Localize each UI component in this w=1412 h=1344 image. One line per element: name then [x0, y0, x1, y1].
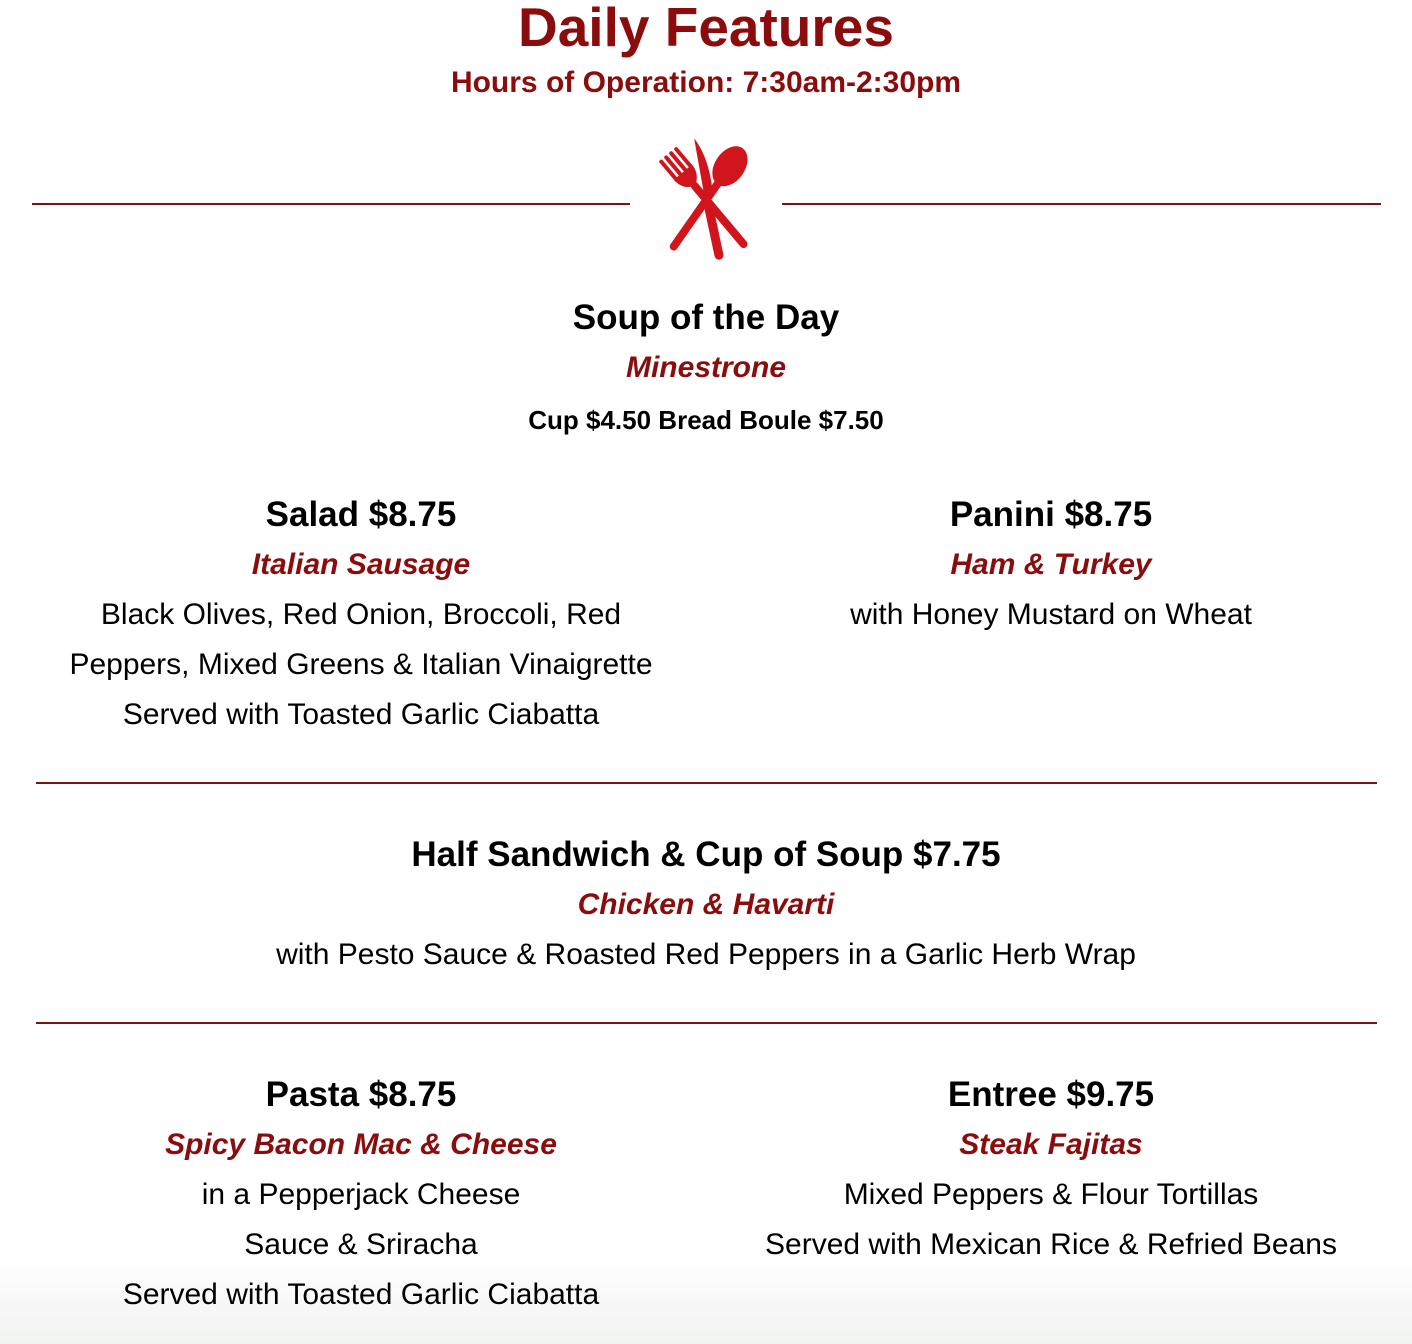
entree-description-line: Mixed Peppers & Flour Tortillas — [843, 1178, 1259, 1211]
page-title: Daily Features — [517, 0, 894, 58]
half-sandwich-description-line: with Pesto Sauce & Roasted Red Peppers in a Garlic Herb Wrap — [276, 938, 1136, 971]
section-divider — [36, 782, 1377, 784]
entree-heading: Entree $9.75 — [947, 1075, 1155, 1114]
half-sandwich-dish: Chicken & Havarti — [577, 888, 835, 921]
fork-and-spoon-icon — [641, 133, 773, 265]
pasta-description-line: Sauce & Sriracha — [244, 1228, 478, 1261]
pasta-dish: Spicy Bacon Mac & Cheese — [165, 1128, 557, 1161]
panini-heading: Panini $8.75 — [949, 495, 1153, 534]
salad-dish: Italian Sausage — [251, 548, 471, 581]
panini-description-line: with Honey Mustard on Wheat — [850, 598, 1252, 631]
hours-of-operation: Hours of Operation: 7:30am-2:30pm — [450, 66, 962, 99]
divider-right — [782, 203, 1381, 205]
soup-section — [0, 293, 1412, 445]
salad-heading: Salad $8.75 — [265, 495, 457, 534]
salad-description-line: Black Olives, Red Onion, Broccoli, Red — [100, 598, 622, 631]
soup-dish: Minestrone — [625, 351, 787, 384]
entree-dish: Steak Fajitas — [959, 1128, 1143, 1161]
panini-dish: Ham & Turkey — [950, 548, 1152, 581]
half-sandwich-heading: Half Sandwich & Cup of Soup $7.75 — [411, 835, 1001, 874]
section-divider — [36, 1022, 1377, 1024]
soup-prices: Cup $4.50 Bread Boule $7.50 — [528, 405, 884, 435]
panini-section — [720, 490, 1382, 640]
salad-section — [30, 490, 692, 740]
entree-section — [720, 1070, 1382, 1270]
half-sandwich-section — [0, 830, 1412, 980]
pasta-description-line: Served with Toasted Garlic Ciabatta — [122, 1278, 600, 1311]
pasta-section — [30, 1070, 692, 1320]
soup-heading: Soup of the Day — [572, 298, 840, 337]
salad-description-line: Peppers, Mixed Greens & Italian Vinaigrette — [69, 648, 653, 681]
entree-description-line: Served with Mexican Rice & Refried Beans — [765, 1228, 1337, 1261]
pasta-description-line: in a Pepperjack Cheese — [201, 1178, 521, 1211]
salad-description-line: Served with Toasted Garlic Ciabatta — [122, 698, 600, 731]
pasta-heading: Pasta $8.75 — [265, 1075, 457, 1114]
divider-left — [32, 203, 630, 205]
